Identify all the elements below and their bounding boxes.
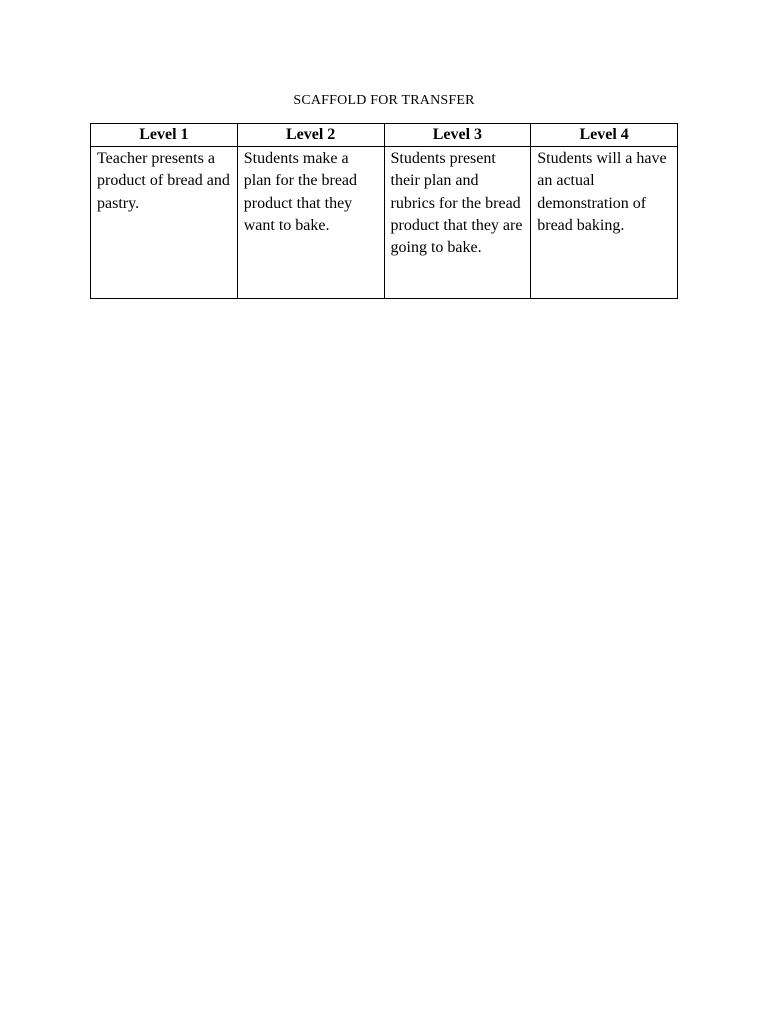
cell-level-4: Students will a have an actual demonstration of bread baking.: [531, 147, 678, 299]
header-level-3: Level 3: [384, 124, 531, 147]
header-level-4: Level 4: [531, 124, 678, 147]
scaffold-table: [90, 123, 678, 299]
cell-level-2: Students make a plan for the bread product that they want to bake.: [237, 147, 384, 299]
header-level-1: Level 1: [91, 124, 238, 147]
table-row: [91, 147, 678, 299]
cell-level-3: Students present their plan and rubrics for the bread product that they are going to bake.: [384, 147, 531, 299]
document-title: SCAFFOLD FOR TRANSFER: [293, 93, 475, 108]
header-level-2: Level 2: [237, 124, 384, 147]
cell-level-1: Teacher presents a product of bread and pastry.: [91, 147, 238, 299]
table-header-row: [91, 124, 678, 147]
